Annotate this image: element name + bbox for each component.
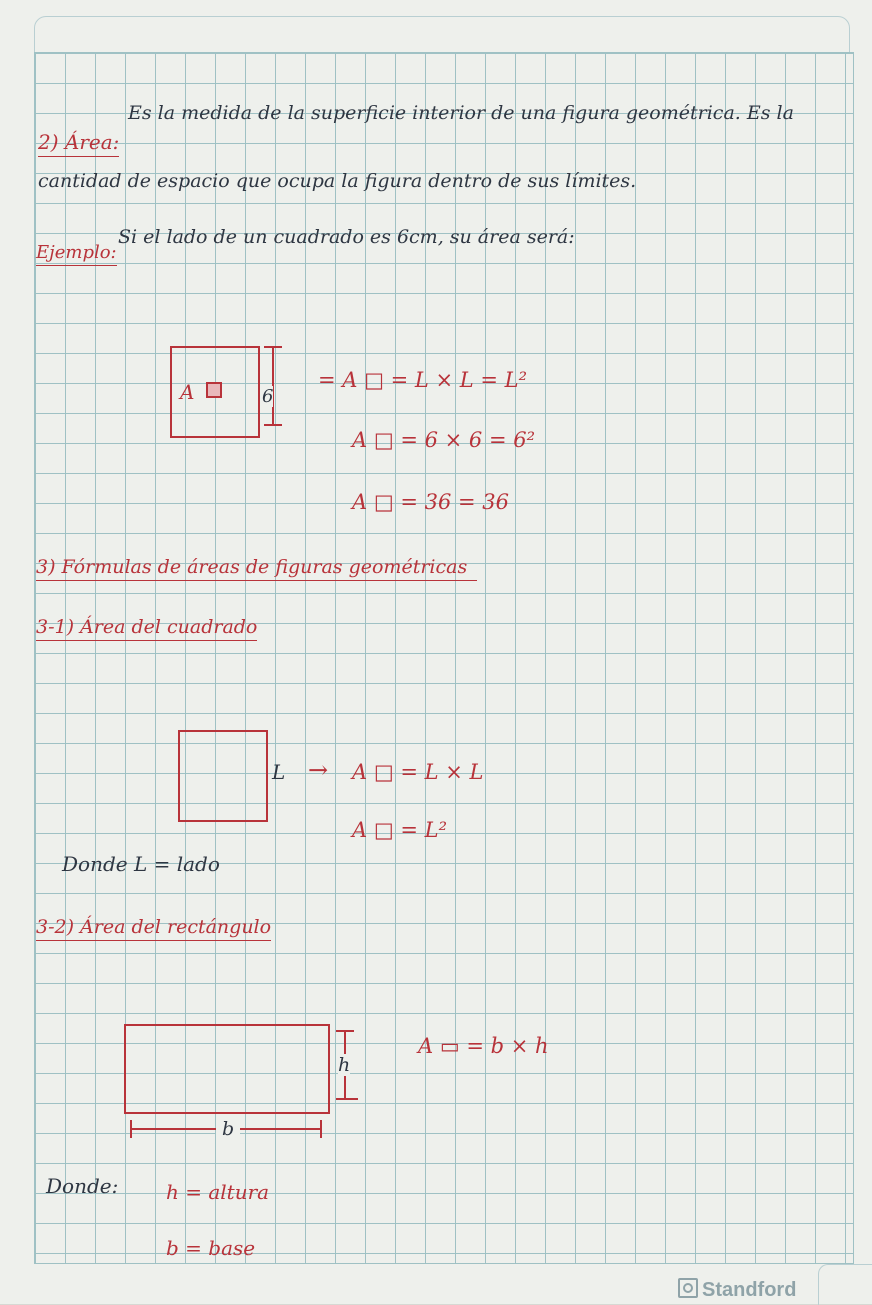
def-altura: h = altura xyxy=(166,1180,270,1204)
example-eq2: A □ = 6 × 6 = 6² xyxy=(352,428,536,452)
square-formula-1: A □ = L × L xyxy=(352,760,484,784)
square-formula-2: A □ = L² xyxy=(352,818,447,842)
section3-2-title: 3-2) Área del rectángulo xyxy=(36,916,271,941)
brand-logo xyxy=(678,1278,796,1302)
section2-label: 2) Área: xyxy=(38,130,119,157)
section2-line2: cantidad de espacio que ocupa la figura dentro de sus límites. xyxy=(38,170,637,192)
example-text: Si el lado de un cuadrado es 6cm, su área será: xyxy=(118,226,575,248)
rect-height-bar-bottom xyxy=(336,1098,358,1100)
rect-base-bar-right xyxy=(320,1120,322,1138)
rect-base-label: b xyxy=(216,1118,240,1140)
section2-line1: Es la medida de la superficie interior de una figura geométrica. Es la xyxy=(128,102,794,124)
example-side-label: 6 xyxy=(262,386,274,407)
example-square-area-label: A xyxy=(180,380,195,404)
rect-height-label: h xyxy=(338,1054,351,1076)
brand-icon xyxy=(678,1278,698,1298)
example-eq1: = A □ = L × L = L² xyxy=(318,368,528,392)
brand-text: Standford xyxy=(702,1279,797,1301)
def-base: b = base xyxy=(166,1236,256,1260)
arrow-icon: → xyxy=(308,756,329,784)
square-side-label: L xyxy=(272,760,286,784)
corner-decoration xyxy=(818,1264,872,1305)
square-donde: Donde L = lado xyxy=(62,852,220,876)
rect-donde-label: Donde: xyxy=(46,1174,119,1198)
rectangle-figure xyxy=(124,1024,330,1114)
section3-1-title: 3-1) Área del cuadrado xyxy=(36,616,257,641)
example-eq3: A □ = 36 = 36 xyxy=(352,490,510,514)
square-figure xyxy=(178,730,268,822)
square-symbol-icon xyxy=(206,382,222,398)
height-bar-bottom xyxy=(264,424,282,426)
rect-formula: A ▭ = b × h xyxy=(418,1034,549,1058)
section3-title: 3) Fórmulas de áreas de figuras geométricas xyxy=(36,556,477,581)
example-label: Ejemplo: xyxy=(36,242,117,266)
